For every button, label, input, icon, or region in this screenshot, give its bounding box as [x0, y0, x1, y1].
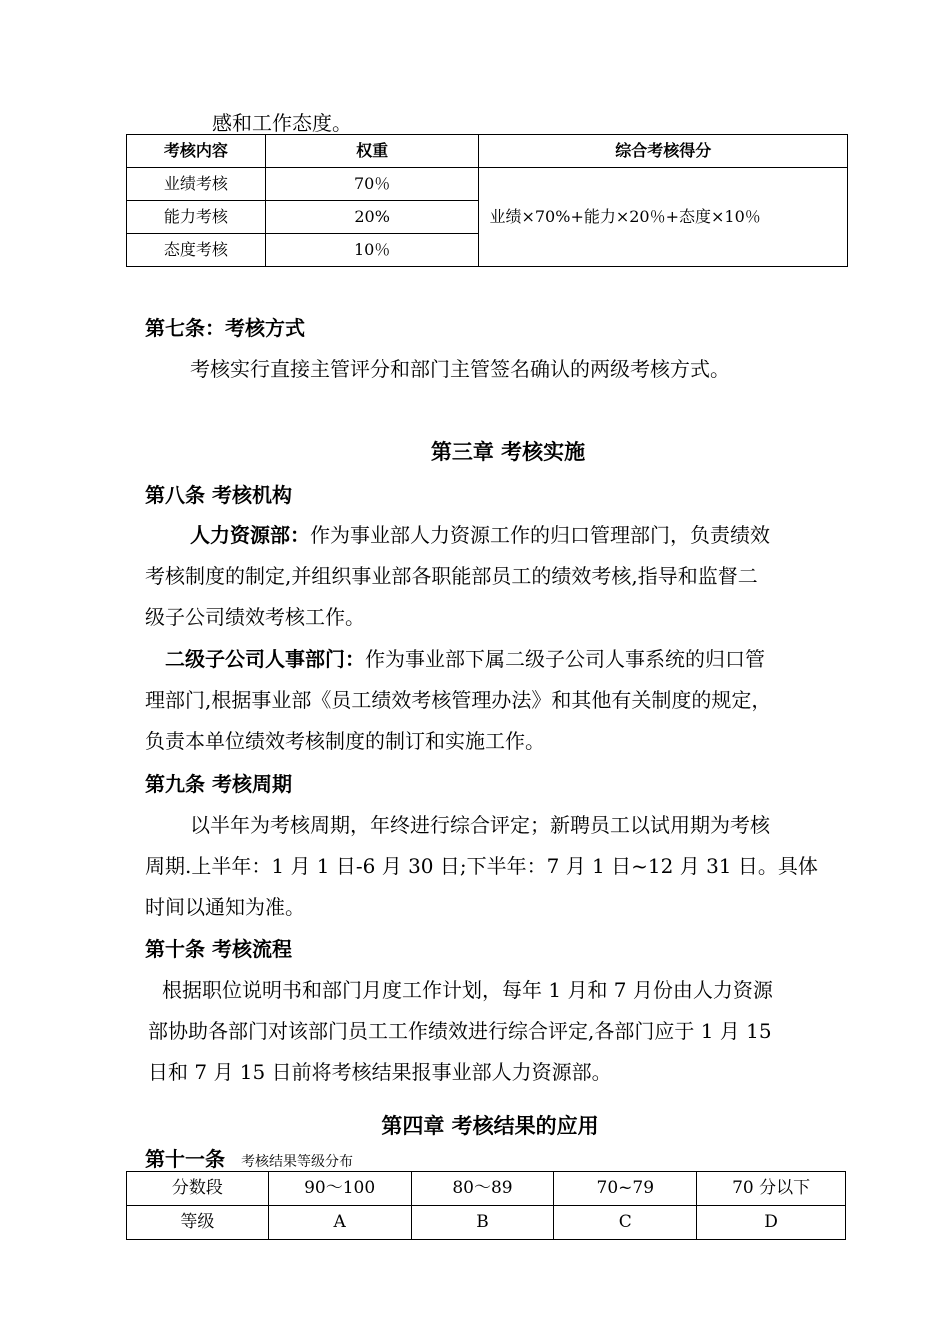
chapter3-title: 第三章 考核实施 — [430, 440, 586, 464]
article9-line-3: 时间以通知为准。 — [145, 895, 305, 919]
score-cell: 90～100 — [268, 1172, 411, 1206]
weight-value-cell: 70％ — [265, 168, 479, 201]
hr-line-1 — [190, 515, 770, 556]
article10-line-3: 日和 7 月 15 日前将考核结果报事业部人力资源部。 — [148, 1060, 612, 1084]
article10-line-1: 根据职位说明书和部门月度工作计划，每年 1 月和 7 月份由人力资源 — [162, 978, 773, 1002]
table-row — [127, 1172, 846, 1206]
score-cell: 70~79 — [554, 1172, 697, 1206]
grade-cell: D — [697, 1206, 846, 1240]
sub-label: 二级子公司人事部门： — [165, 647, 365, 671]
grade-table — [126, 1171, 846, 1240]
weight-value-cell: 10％ — [265, 234, 479, 267]
grade-cell: B — [411, 1206, 554, 1240]
hr-line-3: 级子公司绩效考核工作。 — [145, 605, 365, 629]
hr-label: 人力资源部： — [190, 523, 310, 547]
weight-item-cell: 态度考核 — [127, 234, 266, 267]
article11-heading — [145, 1147, 353, 1174]
article10-line-2: 部协助各部门对该部门员工工作绩效进行综合评定,各部门应于 1 月 15 — [148, 1019, 772, 1043]
article11-title: 第十一条 — [145, 1147, 225, 1171]
hr-text: 作为事业部人力资源工作的归口管理部门，负责绩效 — [310, 523, 770, 547]
intro-tail-text: 感和工作态度。 — [212, 111, 352, 135]
weight-value-cell: 20% — [265, 201, 479, 234]
table-row — [127, 168, 848, 201]
article9-line-2: 周期.上半年：1 月 1 日-6 月 30 日;下半年：7 月 1 日~12 月 31 日。具体 — [145, 854, 818, 878]
article11-subtitle: 考核结果等级分布 — [241, 1154, 353, 1170]
score-label-cell: 分数段 — [127, 1172, 269, 1206]
hr-line-2: 考核制度的制定,并组织事业部各职能部员工的绩效考核,指导和监督二 — [145, 564, 758, 588]
chapter4-title: 第四章 考核结果的应用 — [381, 1114, 599, 1138]
weight-item-cell: 业绩考核 — [127, 168, 266, 201]
weight-table-header: 考核内容 — [127, 135, 266, 168]
grade-cell: C — [554, 1206, 697, 1240]
table-row — [127, 1206, 846, 1240]
article9-title: 第九条 考核周期 — [145, 772, 292, 796]
article7-title: 第七条：考核方式 — [145, 316, 305, 340]
score-cell: 80～89 — [411, 1172, 554, 1206]
grade-label-cell: 等级 — [127, 1206, 269, 1240]
grade-cell: A — [268, 1206, 411, 1240]
weight-table-header-row — [127, 135, 848, 168]
sub-line-2: 理部门,根据事业部《员工绩效考核管理办法》和其他有关制度的规定， — [145, 688, 772, 712]
article8-title: 第八条 考核机构 — [145, 483, 292, 507]
weight-table-header: 权重 — [265, 135, 479, 168]
sub-line-1 — [165, 639, 765, 680]
article10-title: 第十条 考核流程 — [145, 937, 292, 961]
sub-text: 作为事业部下属二级子公司人事系统的归口管 — [365, 647, 765, 671]
article9-line-1: 以半年为考核周期，年终进行综合评定；新聘员工以试用期为考核 — [190, 813, 770, 837]
formula-cell: 业绩×70%+能力×20％+态度×10％ — [479, 168, 848, 267]
weight-table-header: 综合考核得分 — [479, 135, 848, 168]
score-cell: 70 分以下 — [697, 1172, 846, 1206]
weight-table — [126, 134, 848, 267]
sub-line-3: 负责本单位绩效考核制度的制订和实施工作。 — [145, 729, 545, 753]
weight-item-cell: 能力考核 — [127, 201, 266, 234]
article7-text: 考核实行直接主管评分和部门主管签名确认的两级考核方式。 — [190, 357, 730, 381]
